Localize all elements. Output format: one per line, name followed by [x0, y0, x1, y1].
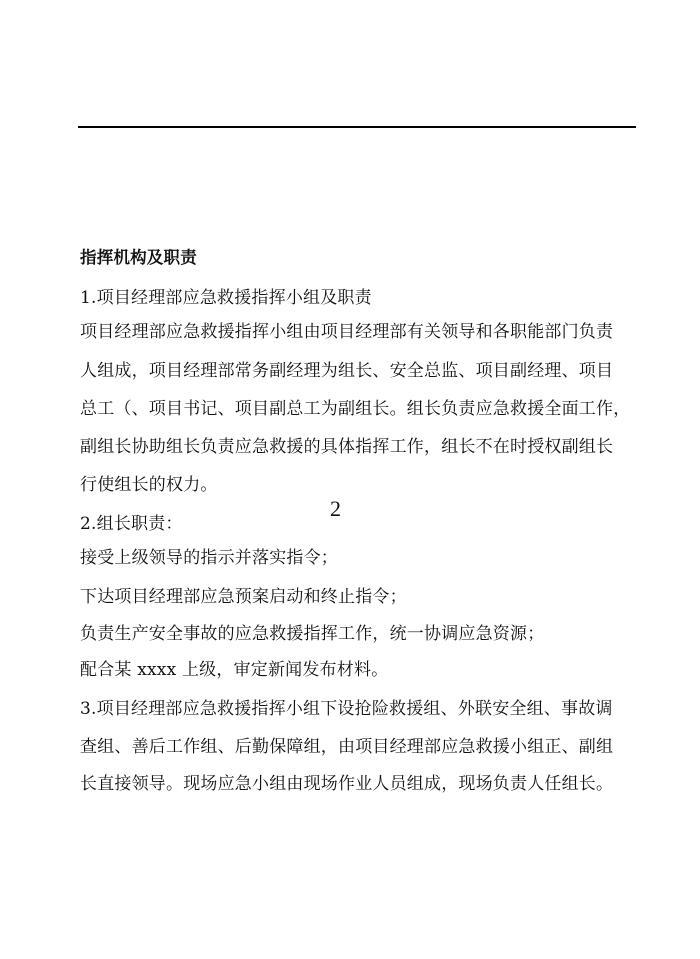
text-line: 副组长协助组长负责应急救援的具体指挥工作，组长不在时授权副组长 [80, 437, 614, 457]
header-rule [78, 126, 636, 128]
text-line: 接受上级领导的指示并落实指令； [80, 548, 338, 568]
text-line: 下达项目经理部应急预案启动和终止指令； [80, 587, 407, 607]
text-line: 行使组长的权力。 [80, 475, 218, 495]
page-number: 2 [330, 496, 341, 521]
text-line: 长直接领导。现场应急小组由现场作业人员组成，现场负责人任组长。 [80, 774, 614, 794]
text-line: 项目经理部应急救援指挥小组由项目经理部有关领导和各职能部门负责 [80, 322, 614, 342]
text-line: 2.组长职责： [80, 514, 183, 534]
text-line: 负责生产安全事故的应急救援指挥工作，统一协调应急资源； [80, 624, 545, 644]
text-line: 配合某 xxxx 上级，审定新闻发布材料。 [80, 660, 389, 680]
text-line: 总工（、项目书记、项目副总工为副组长。组长负责应急救援全面工作， [80, 399, 631, 419]
text-line: 3.项目经理部应急救援指挥小组下设抢险救援组、外联安全组、事故调 [80, 699, 613, 719]
text-line: 人组成，项目经理部常务副经理为组长、安全总监、项目副经理、项目 [80, 361, 614, 381]
section-heading: 指挥机构及职责 [80, 248, 197, 267]
text-line: 查组、善后工作组、后勤保障组，由项目经理部应急救援小组正、副组 [80, 737, 614, 757]
text-line: 1.项目经理部应急救援指挥小组及职责 [80, 288, 372, 308]
